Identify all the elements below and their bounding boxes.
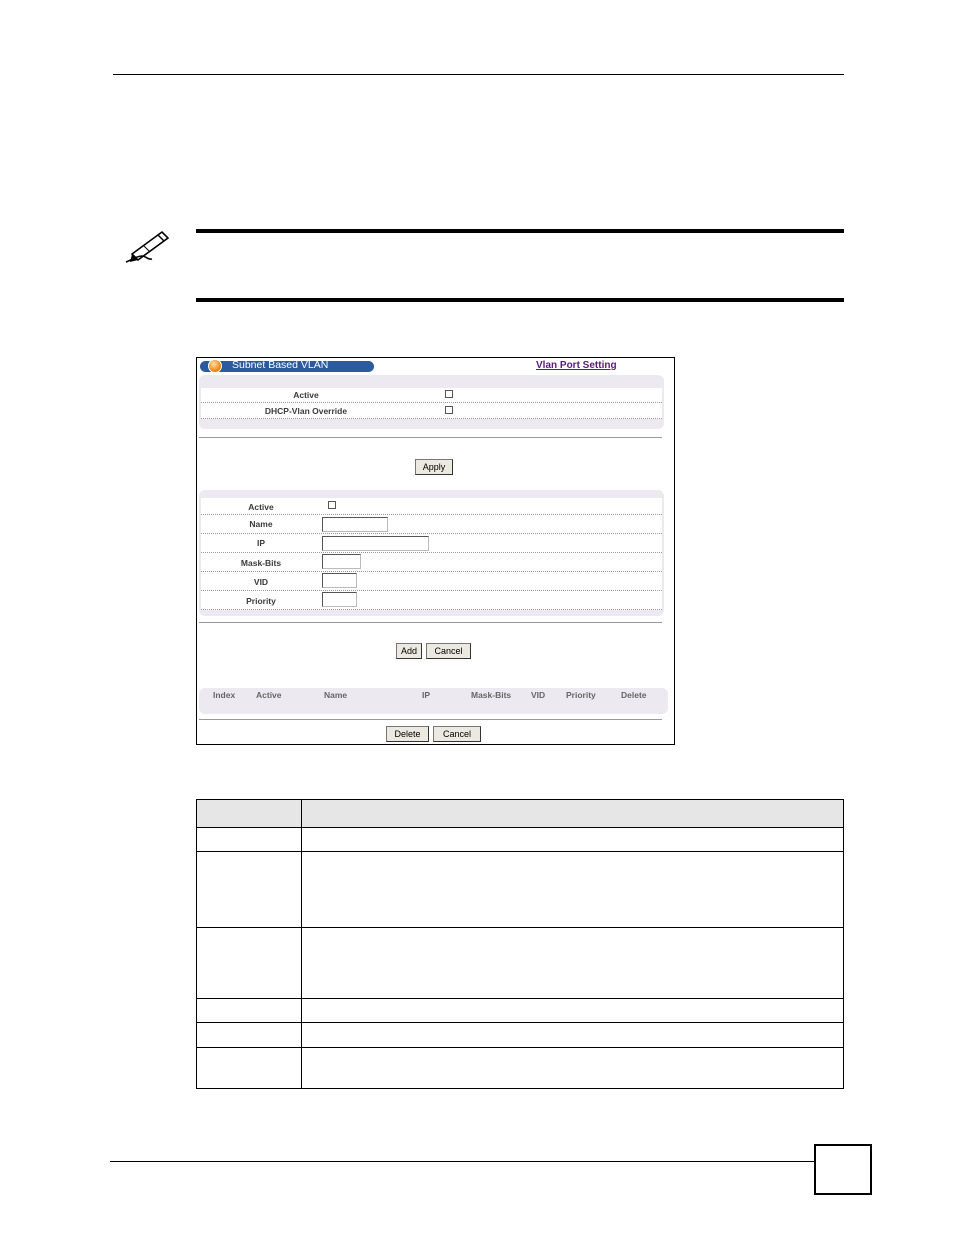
table-cell (197, 928, 302, 999)
global-settings-panel (199, 375, 664, 429)
dhcp-override-checkbox[interactable] (445, 406, 453, 414)
col-ip: IP (422, 690, 431, 700)
table-row (197, 928, 844, 999)
entry-active-row (201, 498, 662, 515)
ip-label: IP (256, 538, 266, 548)
col-index: Index (213, 690, 236, 700)
col-delete: Delete (621, 690, 647, 700)
table-cell (302, 928, 844, 999)
ip-row (201, 534, 662, 553)
table-cell (197, 999, 302, 1023)
subnet-vlan-screen (196, 357, 675, 745)
active-label: Active (293, 390, 319, 400)
col-active: Active (256, 690, 282, 700)
table-header-row (197, 800, 844, 828)
table-cell (197, 1023, 302, 1048)
cancel-button[interactable]: Cancel (426, 643, 471, 659)
header-rule (113, 74, 844, 75)
table-cell (197, 1048, 302, 1089)
vid-row (201, 572, 662, 591)
maskbits-row (201, 553, 662, 572)
table-row (197, 1048, 844, 1089)
table-row (197, 1023, 844, 1048)
separator-1 (199, 437, 662, 438)
table-header-cell (197, 800, 302, 828)
dhcp-override-label: DHCP-Vlan Override (264, 406, 348, 416)
active-checkbox[interactable] (445, 390, 453, 398)
screen-title: Subnet Based VLAN (232, 359, 329, 371)
separator-2 (199, 622, 662, 623)
delete-button[interactable]: Delete (386, 726, 429, 742)
table-cell (302, 1023, 844, 1048)
add-button[interactable]: Add (396, 643, 422, 659)
table-cell (302, 828, 844, 852)
table-cell (197, 828, 302, 852)
vlan-port-setting-link[interactable]: Vlan Port Setting (536, 360, 617, 371)
table-row (197, 852, 844, 928)
col-vid: VID (531, 690, 546, 700)
maskbits-input[interactable] (322, 554, 361, 569)
status-orb-icon (208, 359, 222, 373)
maskbits-label: Mask-Bits (240, 558, 282, 568)
page-number-box (814, 1144, 872, 1195)
field-description-table (196, 799, 844, 1089)
vlan-entry-panel (199, 490, 664, 616)
table-row (197, 999, 844, 1023)
entry-active-label: Active (248, 502, 274, 512)
col-maskbits: Mask-Bits (471, 690, 512, 700)
note-rule-bottom (196, 298, 844, 302)
vid-input[interactable] (322, 573, 357, 588)
col-name: Name (324, 690, 348, 700)
priority-input[interactable] (322, 592, 357, 607)
table-cell (302, 999, 844, 1023)
entry-active-checkbox[interactable] (328, 501, 336, 509)
vid-label: VID (253, 577, 269, 587)
apply-button[interactable]: Apply (415, 459, 453, 475)
priority-row (201, 591, 662, 610)
vlan-list-header (199, 688, 668, 714)
note-pencil-icon (122, 226, 174, 266)
priority-label: Priority (246, 596, 276, 606)
name-row (201, 515, 662, 534)
table-row (197, 828, 844, 852)
note-rule-top (196, 229, 844, 233)
table-cell (302, 852, 844, 928)
table-cell (197, 852, 302, 928)
col-priority: Priority (566, 690, 596, 700)
ip-input[interactable] (322, 536, 429, 551)
separator-3 (199, 719, 662, 720)
cancel-list-button[interactable]: Cancel (433, 726, 481, 742)
table-header-cell (302, 800, 844, 828)
title-tab (200, 361, 374, 372)
name-label: Name (249, 519, 273, 529)
table-cell (302, 1048, 844, 1089)
footer-rule (110, 1161, 815, 1162)
active-row (201, 388, 662, 403)
name-input[interactable] (322, 517, 388, 532)
dhcp-override-row (201, 403, 662, 419)
